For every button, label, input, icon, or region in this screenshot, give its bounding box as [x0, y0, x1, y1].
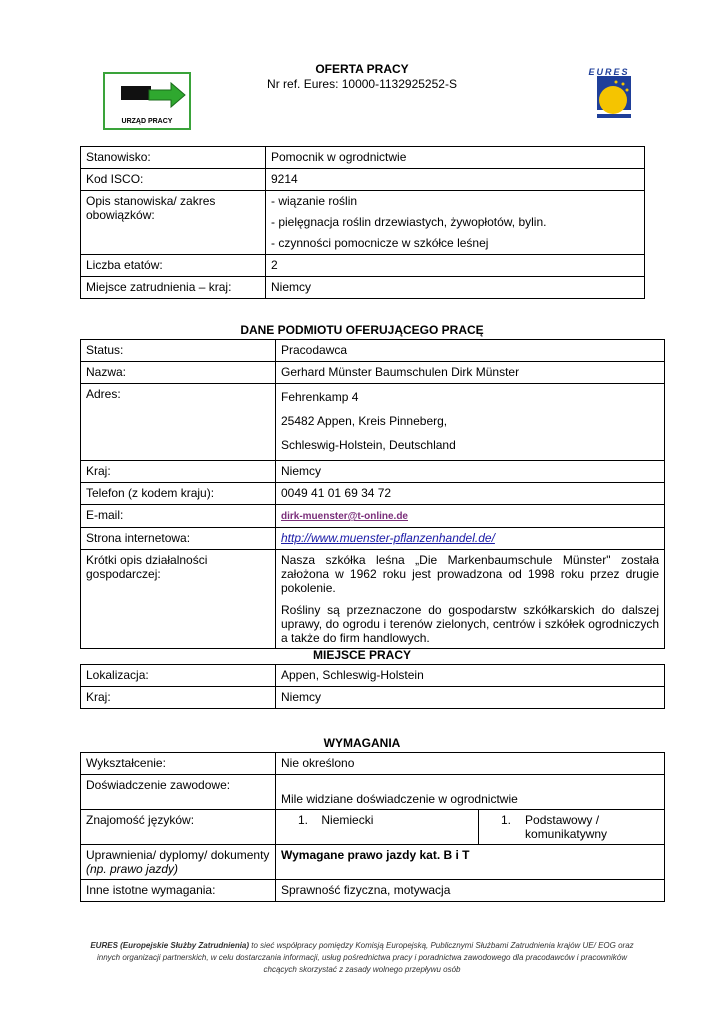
status-value: Pracodawca — [281, 343, 348, 357]
table-row — [81, 483, 665, 505]
language-level-number: 1. — [501, 813, 512, 827]
name-label: Nazwa: — [86, 365, 127, 379]
table-row — [81, 775, 665, 810]
experience-label: Doświadczenie zawodowe: — [86, 778, 231, 792]
positions-count-value: 2 — [271, 258, 278, 272]
address-line: Schleswig-Holstein, Deutschland — [281, 438, 456, 452]
education-label: Wykształcenie: — [86, 756, 166, 770]
website-link[interactable]: http://www.muenster-pflanzenhandel.de/ — [281, 531, 495, 545]
country-value: Niemcy — [281, 464, 322, 478]
footer-note — [80, 940, 644, 976]
address-line: Fehrenkamp 4 — [281, 390, 359, 404]
experience-value: Mile widziane doświadczenie w ogrodnictwie — [281, 792, 518, 806]
positions-count-label: Liczba etatów: — [86, 258, 163, 272]
email-label: E-mail: — [86, 508, 124, 522]
table-row — [81, 169, 645, 191]
website-label: Strona internetowa: — [86, 531, 191, 545]
country-label: Kraj: — [86, 464, 111, 478]
isco-value: 9214 — [271, 172, 298, 186]
table-row — [81, 191, 645, 255]
status-label: Status: — [86, 343, 124, 357]
employer-table — [80, 339, 665, 649]
employer-heading: DANE PODMIOTU OFERUJĄCEGO PRACĘ — [240, 323, 484, 337]
other-value: Sprawność fizyczna, motywacja — [281, 883, 451, 897]
email-link[interactable]: dirk-muenster@t-online.de — [281, 511, 408, 522]
table-row — [81, 550, 665, 649]
workplace-country-label: Kraj: — [86, 690, 111, 704]
table-row — [81, 810, 665, 845]
table-row — [81, 362, 665, 384]
description-paragraph: Rośliny są przeznaczone do gospodarstw szkółkarskich do dalszej uprawy, do ogrodu i terenów zielonych, centrów i szkółek ogrodniczych a także do firm handlowych. — [281, 603, 659, 645]
duty-item: - wiązanie roślin — [271, 194, 358, 208]
logo-right-text: EURES — [588, 67, 630, 77]
duties-label: Opis stanowiska/ zakres obowiązków: — [86, 194, 216, 222]
footer-text: to sieć współpracy pomiędzy Komisją Europejską, Publicznymi Służbami Zatrudnienia krajów UE/ EOG oraz innych organizacji partnerskich, w celu dostarczania informacji, usług pośrednictwa pracy i poradnictwa zawodowego dla pracodawców i pracowników chcących skorzystać z zasady wolnego przepływu osób — [96, 941, 634, 974]
table-row — [81, 340, 665, 362]
footer-bold: EURES (Europejskie Służby Zatrudnienia) — [90, 941, 250, 950]
company-name: Gerhard Münster Baumschulen Dirk Münster — [281, 365, 520, 379]
education-value: Nie określono — [281, 756, 355, 770]
position-table — [80, 146, 645, 299]
language-level: Podstawowy / komunikatywny — [525, 813, 608, 841]
address-line: 25482 Appen, Kreis Pinneberg, — [281, 414, 448, 428]
location-label: Lokalizacja: — [86, 668, 149, 682]
description-paragraph: Nasza szkółka leśna „Die Markenbaumschule Münster" została założona w 1962 roku jest prowadzona od 1998 roku przez drugie pokolenie. — [281, 553, 659, 595]
language-value: Niemiecki — [321, 813, 374, 827]
table-row — [81, 461, 665, 483]
license-label: Uprawnienia/ dyplomy/ dokumenty — [86, 848, 270, 862]
language-number: 1. — [298, 813, 309, 827]
work-country-value: Niemcy — [271, 280, 312, 294]
table-row — [81, 528, 665, 550]
location-value: Appen, Schleswig-Holstein — [281, 668, 424, 682]
position-value: Pomocnik w ogrodnictwie — [271, 150, 407, 164]
other-label: Inne istotne wymagania: — [86, 883, 216, 897]
license-value: Wymagane prawo jazdy kat. B i T — [281, 848, 470, 862]
phone-value: 0049 41 01 69 34 72 — [281, 486, 392, 500]
license-note: (np. prawo jazdy) — [86, 862, 179, 876]
table-row — [81, 255, 645, 277]
table-row — [81, 753, 665, 775]
workplace-country-value: Niemcy — [281, 690, 322, 704]
page-title: OFERTA PRACY — [315, 62, 409, 76]
table-row — [81, 687, 665, 709]
languages-label: Znajomość języków: — [86, 813, 195, 827]
table-row — [81, 505, 665, 528]
table-row — [81, 147, 645, 169]
position-label: Stanowisko: — [86, 150, 151, 164]
table-row — [81, 384, 665, 461]
table-row — [81, 665, 665, 687]
requirements-table — [80, 752, 665, 902]
table-row — [81, 845, 665, 880]
workplace-table — [80, 664, 665, 709]
logo-left-text: URZĄD PRACY — [121, 118, 173, 125]
duty-item: - pielęgnacja roślin drzewiastych, żywopłotów, bylin. — [271, 215, 547, 229]
phone-label: Telefon (z kodem kraju): — [86, 486, 215, 500]
workplace-heading: MIEJSCE PRACY — [312, 648, 412, 662]
isco-label: Kod ISCO: — [86, 172, 144, 186]
address-label: Adres: — [86, 387, 121, 401]
reference-number: Nr ref. Eures: 10000-1132925252-S — [267, 77, 457, 91]
description-label: Krótki opis działalności gospodarczej: — [86, 553, 208, 581]
table-row — [81, 880, 665, 902]
work-country-label: Miejsce zatrudnienia – kraj: — [86, 280, 232, 294]
table-row — [81, 277, 645, 299]
duty-item: - czynności pomocnicze w szkółce leśnej — [271, 236, 489, 250]
requirements-heading: WYMAGANIA — [323, 736, 401, 750]
